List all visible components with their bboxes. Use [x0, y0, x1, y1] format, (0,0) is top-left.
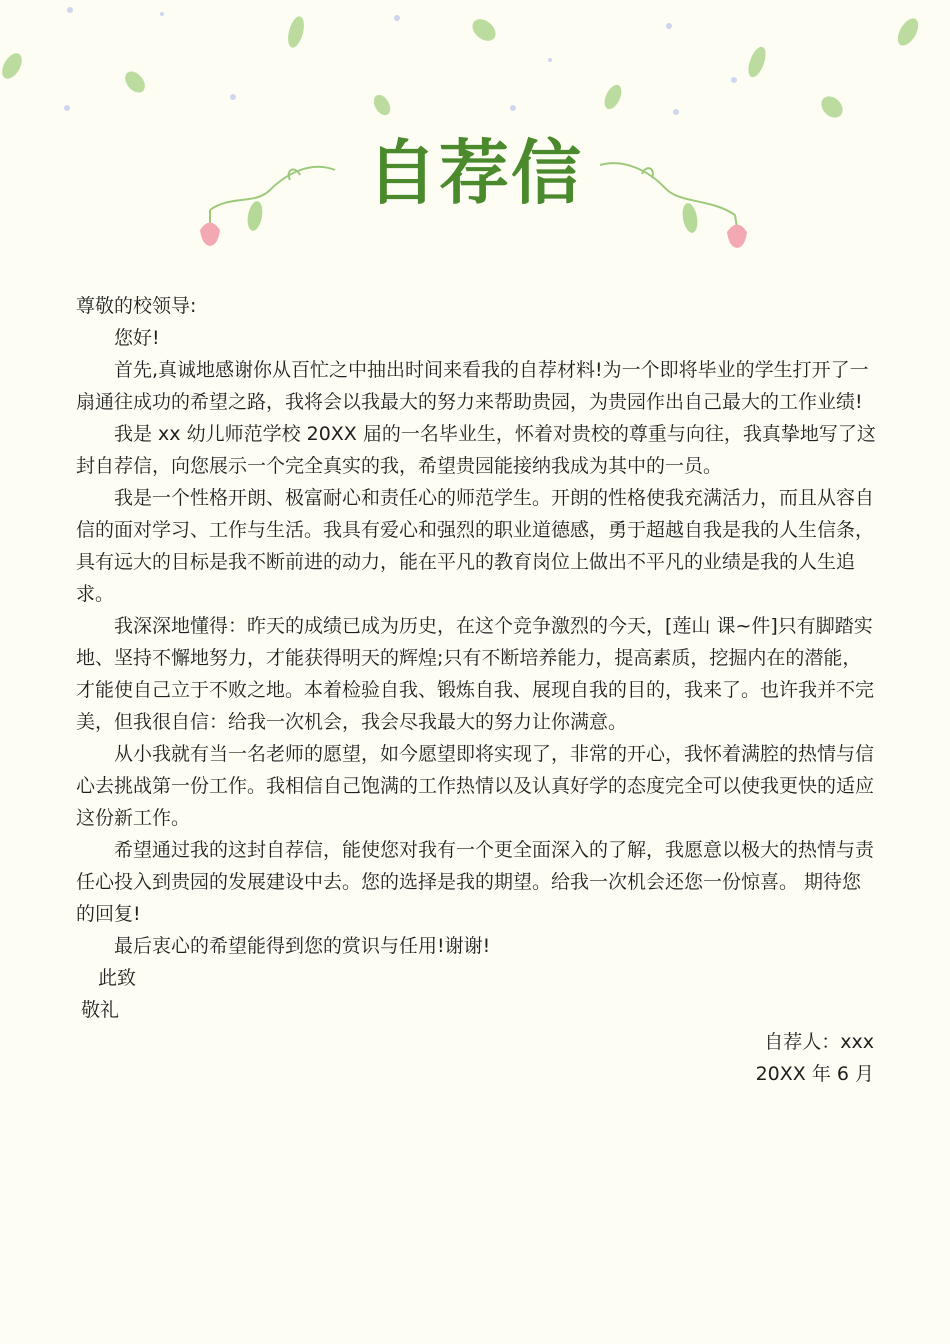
- paragraph-hope: 希望通过我的这封自荐信，能使您对我有一个更全面深入的了解，我愿意以极大的热情与责任心投入到贵园的发展建设中去。您的选择是我的期望。给我一次机会还您一份惊喜。 期待您的回复!: [76, 839, 875, 925]
- paragraph-final: 最后衷心的希望能得到您的赏识与任用!谢谢!: [114, 935, 491, 957]
- closing-line-2: 敬礼: [81, 999, 120, 1021]
- paragraph-thanks: 首先,真诚地感谢你从百忙之中抽出时间来看我的自荐材料!为一个即将毕业的学生打开了一扇通往成功的希望之路，我将会以我最大的努力来帮助贵园，为贵园作出自己最大的工作业绩!: [76, 359, 869, 413]
- signature: 自荐人：xxx: [764, 1031, 874, 1053]
- closing-line-1: 此致: [98, 967, 137, 989]
- paragraph-dream: 从小我就有当一名老师的愿望，如今愿望即将实现了，非常的开心，我怀着满腔的热情与信心去挑战第一份工作。我相信自己饱满的工作热情以及认真好学的态度完全可以使我更快的适应这份新工作。: [76, 743, 875, 829]
- paragraph-personality: 我是一个性格开朗、极富耐心和责任心的师范学生。开朗的性格使我充满活力，而且从容自信的面对学习、工作与生活。我具有爱心和强烈的职业道德感，勇于超越自我是我的人生信条，具有远大的目标是我不断前进的动力，能在平凡的教育岗位上做出不平凡的业绩是我的人生追求。: [76, 487, 875, 605]
- paragraph-understanding: 我深深地懂得：昨天的成绩已成为历史，在这个竞争激烈的今天，[莲山 课~件]只有脚踏实地、坚持不懈地努力，才能获得明天的辉煌;只有不断培养能力，提高素质，挖掘内在的潜能，才能使自己立于不败之地。本着检验自我、锻炼自我、展现自我的目的，我来了。也许我并不完美，但我很自信：给我一次机会，我会尽我最大的努力让你满意。: [76, 615, 875, 733]
- salutation: 尊敬的校领导:: [76, 295, 197, 317]
- date: 20XX 年 6 月: [755, 1063, 874, 1085]
- letter-body: [76, 290, 876, 1090]
- paragraph-intro: 我是 xx 幼儿师范学校 20XX 届的一名毕业生，怀着对贵校的尊重与向往，我真挚地写了这封自荐信，向您展示一个完全真实的我，希望贵园能接纳我成为其中的一员。: [76, 423, 876, 477]
- page-title: 自荐信: [367, 132, 583, 214]
- paragraph-greeting: 您好!: [114, 327, 160, 349]
